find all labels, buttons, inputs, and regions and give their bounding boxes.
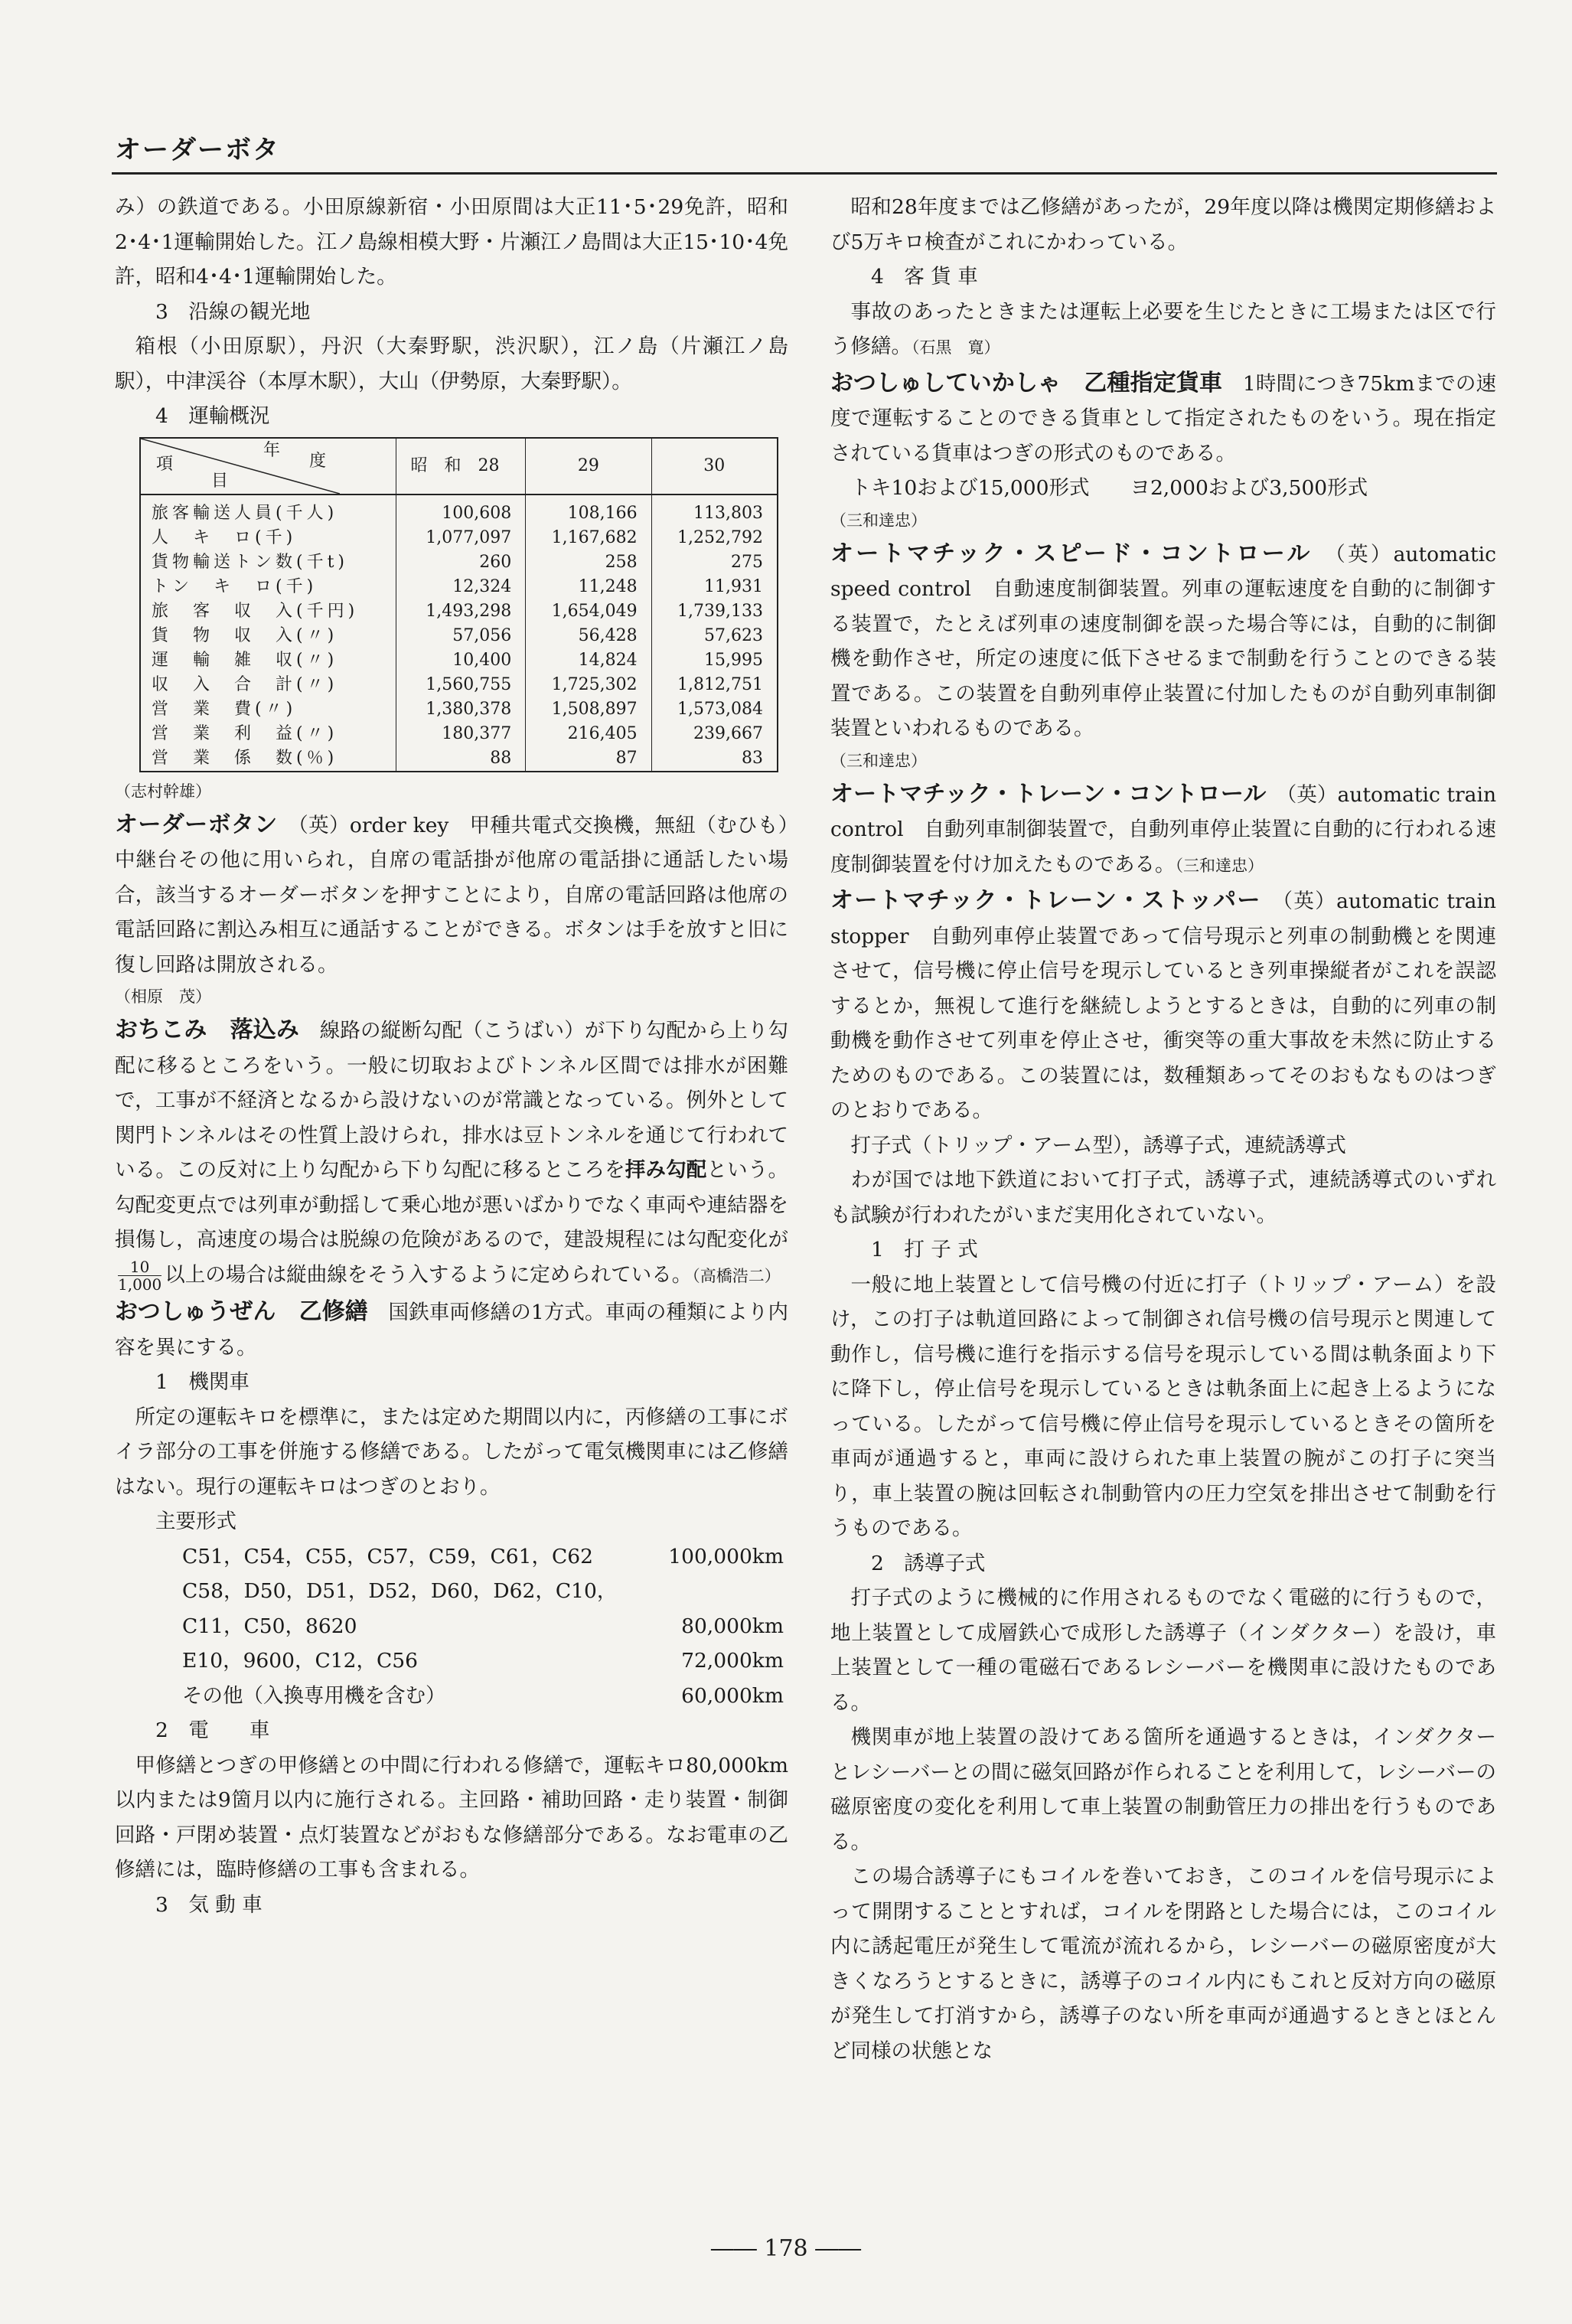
table-cell: 258 (526, 550, 651, 575)
spec-row (115, 1679, 788, 1714)
paragraph: 所定の運転キロを標準に，または定めた期間以内に，丙修繕の工事にボイラ部分の工事を併施する修繕である。したがって電気機関車には乙修繕はない。現行の運転キロはつぎのとおり。 (115, 1405, 788, 1499)
spec-types: C51，C54，C55，C57，C59，C61，C62 (182, 1544, 593, 1568)
transport-table (139, 437, 778, 772)
row-label: 貨 物 収 入(〃) (152, 625, 338, 645)
entry-text: （英）automatic train control 自動列車制御装置で，自動列車停止装置に自動的に行われる速度制御装置を付け加えたものである。 (830, 782, 1497, 876)
table-cell: 100,608 (396, 495, 526, 526)
section-heading: 主要形式 (155, 1510, 236, 1533)
table-cell: 15,995 (651, 648, 778, 673)
entry-heading: オートマチック・トレーン・ストッパー (830, 887, 1261, 914)
table-cell: 1,493,298 (396, 599, 526, 624)
row-label: 収 入 合 計(〃) (152, 674, 338, 694)
entry-heading: オートマチック・トレーン・コントロール (830, 780, 1267, 808)
table-cell: 1,725,302 (526, 673, 651, 697)
table-cell: 14,824 (526, 648, 651, 673)
section-heading: 2 誘導子式 (871, 1551, 986, 1575)
entry-heading: オーダーボタン (115, 811, 278, 838)
table-row (140, 722, 778, 746)
spec-list (115, 1539, 788, 1714)
table-row (140, 673, 778, 697)
table-cell: 87 (526, 746, 651, 772)
table-cell: 10,400 (396, 648, 526, 673)
table-cell: 1,573,084 (651, 697, 778, 722)
paragraph: 打子式のように機械的に作用されるものでなく電磁的に行うもので，地上装置として成層鉄心で成形した誘導子（インダクター）を設け，車上装置として一種の電磁石であるレシーバーを機関車に設けたものである。 (830, 1586, 1496, 1715)
row-label: 貨物輸送トン数(千t) (152, 552, 349, 572)
bold-term: 拝み勾配 (625, 1158, 707, 1182)
author: （三和達忠） (830, 511, 927, 530)
spec-km: 72,000km (681, 1649, 784, 1673)
section-heading: 1 打 子 式 (871, 1238, 978, 1262)
entry-heading: おちこみ 落込み (115, 1017, 300, 1043)
table-cell: 1,167,682 (526, 526, 651, 550)
entry-speed-control (830, 537, 1496, 746)
table-cell: 113,803 (651, 495, 778, 526)
table-cell: 1,812,751 (651, 673, 778, 697)
row-label: トン キ ロ(千) (152, 576, 318, 596)
entry-heading: おつしゅしていかしゃ 乙種指定貨車 (830, 369, 1223, 397)
entry-ochikomi (115, 1013, 788, 1293)
table-row (140, 526, 778, 550)
row-label: 運 輸 雑 収(〃) (152, 650, 338, 670)
table-cell: 275 (651, 550, 778, 575)
spec-row (115, 1539, 788, 1575)
left-column (115, 190, 788, 1922)
table-row (140, 550, 778, 575)
page-number: ―― 178 ―― (710, 2235, 862, 2262)
spec-row (115, 1643, 788, 1679)
entry-text: 以上の場合は縦曲線をそう入するように定められている。 (165, 1262, 693, 1287)
table-cell: 260 (396, 550, 526, 575)
section-heading: 4 客 貨 車 (871, 265, 978, 289)
author: （高橋浩二） (692, 1266, 781, 1285)
table-cell: 57,056 (396, 624, 526, 648)
table-cell: 88 (396, 746, 526, 772)
entry-train-control (830, 777, 1496, 883)
entry-text: （英）order key 甲種共電式交換機，無紐（むひも）中継台その他に用いられ，自席の電話掛が他席の電話掛に通話したい場合，該当するオーダーボタンを押すことにより，自席の電話回路は他席の電話回路に割込み相互に通話することができる。ボタンは手を放すと旧に復し回路は開放される。 (115, 813, 789, 977)
table-cell: 56,428 (526, 624, 651, 648)
section-heading: 2 電 車 (155, 1719, 270, 1742)
spec-row (115, 1609, 788, 1644)
entry-train-stopper (830, 883, 1496, 1128)
table-cell: 11,248 (526, 575, 651, 599)
paragraph: この場合誘導子にもコイルを巻いておき，このコイルを信号現示によって開閉することとすれば，コイルを閉路とした場合には，このコイル内に誘起電圧が発生して電流が流れるから，レシーバーの磁原密度が大きくなろうとするときに，誘導子のコイル内にもこれと反対方向の磁原が発生して打消すから，誘導子のない所を車両が通過するときとほとんど同様の状態とな (830, 1865, 1496, 2063)
table-row (140, 624, 778, 648)
entry-otsu-shuzen (115, 1294, 788, 1365)
row-label: 営 業 利 益(〃) (152, 723, 338, 743)
section-heading: 1 機関車 (155, 1370, 249, 1394)
row-label: 旅客輸送人員(千人) (152, 503, 338, 523)
spec-row (115, 1574, 788, 1609)
table-row (140, 495, 778, 526)
table-cell: 1,508,897 (526, 697, 651, 722)
header-do: 度 (308, 451, 326, 471)
spec-km: 80,000km (681, 1614, 784, 1638)
row-label: 営 業 係 数(％) (152, 748, 338, 768)
entry-text: 国鉄車両修繕の1方式。車両の種類により内容を異にする。 (115, 1301, 789, 1359)
table-corner-cell (140, 438, 396, 495)
entry-heading: オートマチック・スピード・コントロール (830, 540, 1313, 567)
header-year: 年 (263, 440, 280, 460)
author: （石黒 寛） (912, 338, 1000, 357)
paragraph: 昭和28年度までは乙修繕があったが，29年度以降は機関定期修繕および5万キロ検査がこれにかわっている。 (830, 195, 1496, 254)
right-column (830, 190, 1496, 2068)
table-cell: 108,166 (526, 495, 651, 526)
year-header: 29 (526, 438, 651, 495)
table-cell: 216,405 (526, 722, 651, 746)
spec-types: その他（入換専用機を含む） (182, 1683, 446, 1708)
table-cell: 180,377 (396, 722, 526, 746)
spec-types: E10，9600，C12，C56 (182, 1649, 418, 1673)
author: （三和達忠） (1175, 856, 1264, 875)
type-list: 打子式（トリップ・アーム型），誘導子式，連続誘導式 (850, 1133, 1346, 1157)
section-heading: 3 気 動 車 (155, 1892, 263, 1917)
paragraph: 機関車が地上装置の設けてある箇所を通過するときは，インダクターとレシーバーとの間に磁気回路が作られることを利用して，レシーバーの磁原密度の変化を利用して車上装置の制動管圧力の排出を行うものである。 (830, 1725, 1496, 1854)
entry-order-button (115, 808, 788, 983)
section-heading: 4 運輸概況 (155, 404, 270, 428)
header-moku: 目 (211, 471, 229, 491)
table-cell: 12,324 (396, 575, 526, 599)
author: （志村幹雄） (115, 782, 211, 801)
spec-km: 60,000km (681, 1683, 784, 1708)
table-cell: 239,667 (651, 722, 778, 746)
paragraph-text: 事故のあったときまたは運転上必要を生じたときに工場または区で行う修繕。 (830, 299, 1496, 358)
fraction-denominator: 1,000 (118, 1275, 162, 1294)
type-list: トキ10および15,000形式 ヨ2,000および3,500形式 (850, 476, 1368, 500)
header-item: 項 (156, 454, 174, 474)
table-row (140, 697, 778, 722)
entry-otsushu-kasha (830, 366, 1496, 472)
paragraph: 一般に地上装置として信号機の付近に打子（トリップ・アーム）を設け，この打子は軌道回路によって制御され信号機の信号現示と関連して動作し，信号機に進行を指示する信号を現示している間は軌条面より下に降下し，停止信号を現示しているときは軌条面上に起き上るようになっている。したがって信号機に停止信号を現示しているときその箇所を車両が通過すると，車両に設けられた車上装置の腕がこの打子に突当り，車上装置の腕は回転され制動管内の圧力空気を排出させて制動を行うものである。 (830, 1272, 1496, 1540)
spec-types: C58，D50，D51，D52，D60，D62，C10， (182, 1579, 618, 1603)
table-cell: 1,077,097 (396, 526, 526, 550)
fraction (118, 1258, 161, 1293)
paragraph: わが国では地下鉄道において打子式，誘導子式，連続誘導式のいずれも試験が行われたがいまだ実用化されていない。 (830, 1168, 1496, 1227)
header-rule (112, 172, 1497, 175)
row-label: 人 キ ロ(千) (152, 527, 297, 547)
entry-text: 線路の縦断勾配（こうばい）が下り勾配から上り勾配に移るところをいう。一般に切取およびトンネル区間では排水が困難で，工事が不経済となるから設けないのが常識となっている。例外として関門トンネルはその性質上設けられ，排水は豆トンネルを通じて行われている。この反対に上り勾配から下り勾配に移るところを (115, 1019, 789, 1182)
table-cell: 11,931 (651, 575, 778, 599)
table-row (140, 599, 778, 624)
spec-km: 100,000km (668, 1544, 784, 1568)
entry-heading: おつしゅうぜん 乙修繕 (115, 1298, 368, 1325)
paragraph: 箱根（小田原駅），丹沢（大秦野駅，渋沢駅），江ノ島（片瀬江ノ島駅），中津渓谷（本厚木駅），大山（伊勢原，大秦野駅）。 (115, 335, 788, 393)
fraction-numerator: 10 (118, 1258, 161, 1276)
entry-text: （英）automatic speed control 自動速度制御装置。列車の運転速度を自動的に制御する装置で，たとえば列車の速度制御を誤った場合等には，自動的に制御機を動作させ，所定の速度に低下させるまで制動を行うことのできる装置である。この装置を自動列車停止装置に付加したものが自動列車制御装置といわれるものである。 (830, 542, 1497, 740)
running-header: オーダーボタ (115, 135, 280, 165)
paragraph (830, 295, 1496, 364)
row-label: 営 業 費(〃) (152, 699, 297, 719)
year-header: 昭 和 28 (396, 438, 526, 495)
table-cell: 1,654,049 (526, 599, 651, 624)
table-row (140, 648, 778, 673)
entry-text: （英）automatic train stopper 自動列車停止装置であって信号現示と列車の制動機とを関連させて，信号機に停止信号を現示しているとき列車操縦者がこれを誤認するとか，無視して進行を継続しようとするときは，自動的に列車の制動機を動作させて列車を停止させ，衝突等の重大事故を未然に防止するためのものである。この装置には，数種類あってそのおもなものはつぎのとおりである。 (830, 889, 1496, 1122)
table-cell: 1,739,133 (651, 599, 778, 624)
paragraph: 甲修繕とつぎの甲修繕との中間に行われる修繕で，運転キロ80,000km以内または9箇月以内に施行される。主回路・補助回路・走り装置・制御回路・戸閉め装置・点灯装置などがおもな修繕部分である。なお電車の乙修繕には，臨時修繕の工事も含まれる。 (115, 1753, 788, 1882)
author: （相原 茂） (115, 987, 211, 1006)
table-cell: 1,380,378 (396, 697, 526, 722)
table-cell: 57,623 (651, 624, 778, 648)
entry-text: 1時間につき75kmまでの速度で運転することのできる貨車として指定されたものをいう。現在指定されている貨車はつぎの形式のものである。 (830, 371, 1497, 465)
paragraph: み）の鉄道である。小田原線新宿・小田原間は大正11･5･29免許，昭和2･4･1運輸開始した。江ノ島線相模大野・片瀬江ノ島間は大正15･10･4免許，昭和4･4･1運輸開始した。 (115, 195, 788, 289)
author: （三和達忠） (830, 751, 927, 770)
row-label: 旅 客 収 入(千円) (152, 601, 359, 621)
table-row (140, 746, 778, 772)
entry-text: という。勾配変更点では列車が動揺して乗心地が悪いばかりでなく車両や連結器を損傷し，高速度の場合は脱線の危険があるので，建設規程には勾配変化が (115, 1158, 788, 1252)
table-row (140, 575, 778, 599)
table-cell: 1,560,755 (396, 673, 526, 697)
section-heading: 3 沿線の観光地 (155, 299, 311, 324)
table-cell: 83 (651, 746, 778, 772)
spec-types: C11，C50，8620 (182, 1614, 357, 1638)
table-cell: 1,252,792 (651, 526, 778, 550)
page-number-value: 178 (764, 2235, 808, 2262)
year-header: 30 (651, 438, 778, 495)
